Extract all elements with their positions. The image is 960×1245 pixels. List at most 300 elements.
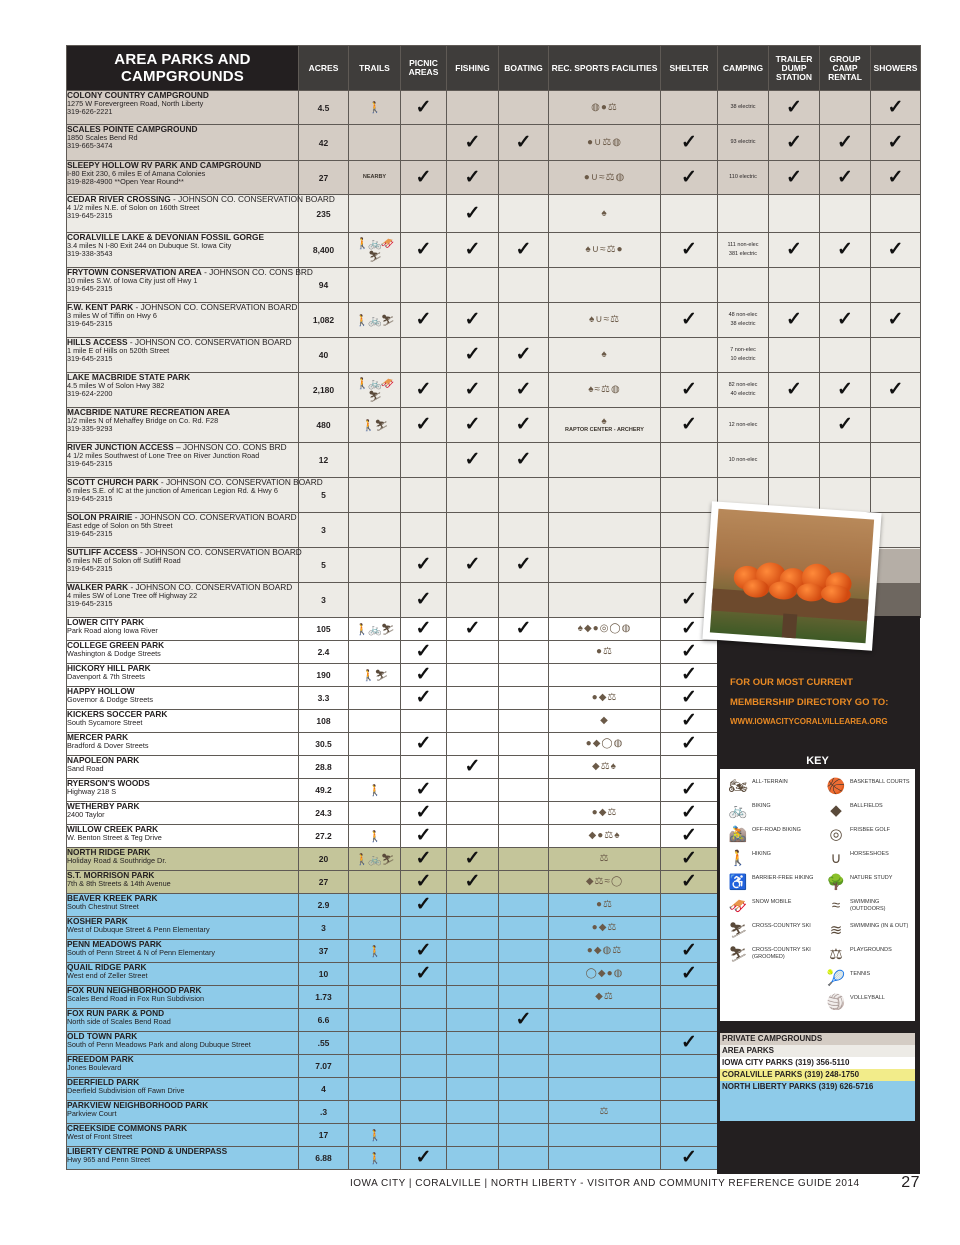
check-icon: ✓: [681, 779, 697, 800]
park-detail: 1/2 miles N of Mehaffey Bridge on Co. Rd. F28: [67, 416, 219, 425]
rec-sports-cell: [549, 894, 661, 917]
hike-icon: 🚶: [368, 102, 381, 114]
park-cell: [67, 664, 299, 687]
boating-cell: [499, 443, 549, 478]
check-icon: ✓: [681, 309, 697, 330]
check-icon: ✓: [681, 1032, 697, 1053]
check-icon: ✓: [681, 871, 697, 892]
park-detail: W. Benton Street & Teg Drive: [67, 833, 162, 842]
trails-cell: [349, 733, 401, 756]
trails-cell: [349, 687, 401, 710]
key-label: TENNIS: [850, 971, 871, 977]
key-label: SWIMMING (OUTDOORS): [850, 899, 886, 912]
park-detail: Davenport & 7th Streets: [67, 672, 145, 681]
camping-row: [718, 443, 921, 478]
table-row: [67, 779, 718, 802]
trails-cell: [349, 1032, 401, 1055]
acres-cell: 40: [299, 338, 349, 373]
shelter-cell: [661, 917, 718, 940]
park-detail: Sand Road: [67, 764, 104, 773]
key-label: CROSS-COUNTRY SKI (GROOMED): [752, 947, 811, 960]
acres-cell: 7.07: [299, 1055, 349, 1078]
shelter-cell: [661, 373, 718, 408]
key-item: [720, 775, 815, 799]
check-icon: ✓: [464, 239, 481, 260]
park-cell: [67, 802, 299, 825]
trails-cell: [349, 940, 401, 963]
rec-sports-cell: [549, 548, 661, 583]
table-header-row: [67, 46, 718, 91]
check-icon: ✓: [681, 414, 697, 435]
check-icon: ✓: [415, 848, 432, 869]
tennis-icon: ◯: [585, 968, 598, 979]
fishing-cell: [447, 195, 499, 233]
park-detail: South of Penn Street & N of Penn Elementary: [67, 948, 216, 957]
camping-row: [718, 195, 921, 233]
acres-cell: .55: [299, 1032, 349, 1055]
col-trails: TRAILS: [349, 46, 401, 91]
key-label: SNOW MOBILE: [752, 899, 792, 905]
park-detail: 319-645-2315: [67, 529, 113, 539]
group-cell: [820, 268, 871, 303]
table-row: [67, 917, 718, 940]
key-label: BARRIER-FREE HIKING: [752, 875, 814, 881]
check-icon: ✓: [415, 239, 432, 260]
trails-cell: [349, 1147, 401, 1170]
acres-cell: 2.9: [299, 894, 349, 917]
check-icon: ✓: [786, 131, 802, 153]
fishing-cell: [447, 963, 499, 986]
trails-cell: [349, 710, 401, 733]
key-item: [818, 967, 913, 991]
camping-row: [718, 303, 921, 338]
table-row: [67, 548, 718, 583]
table-row: [67, 894, 718, 917]
park-cell: [67, 373, 299, 408]
picnic-cell: [401, 940, 447, 963]
showers-cell: [871, 233, 921, 268]
hike-icon: 🚶: [355, 238, 369, 250]
rec-sports-cell: [549, 756, 661, 779]
basketball-icon: ●: [591, 807, 599, 818]
shelter-cell: [661, 986, 718, 1009]
table-row: [67, 161, 718, 195]
park-detail: 319-624-2200: [67, 389, 113, 399]
shelter-cell: [661, 268, 718, 303]
shelter-cell: [661, 1124, 718, 1147]
park-detail: 319-645-2315: [67, 564, 113, 574]
park-name: FREEDOM PARK: [67, 1054, 134, 1064]
acres-cell: 20: [299, 848, 349, 871]
park-cell: [67, 1101, 299, 1124]
rec-sports-cell: [549, 233, 661, 268]
park-name: MACBRIDE NATURE RECREATION AREA: [67, 407, 231, 417]
key-icon: ◆: [830, 802, 842, 819]
park-detail: 319-645-2315: [67, 354, 113, 364]
ballfield-icon: ◆: [598, 692, 608, 703]
fishing-cell: [447, 710, 499, 733]
promo-url[interactable]: WWW.IOWACITYCORALVILLEAREA.ORG: [730, 717, 888, 726]
acres-cell: 108: [299, 710, 349, 733]
rec-sports-cell: [549, 963, 661, 986]
picnic-cell: [401, 710, 447, 733]
hike-icon: 🚶: [368, 1152, 381, 1165]
playground-icon: ⚖: [594, 876, 605, 887]
camping-header-row: [718, 46, 921, 91]
boating-cell: [499, 825, 549, 848]
ski-icon: ⛷: [368, 251, 381, 263]
park-cell: [67, 303, 299, 338]
key-icon: 🚲: [728, 802, 748, 819]
boating-cell: [499, 894, 549, 917]
shelter-cell: [661, 195, 718, 233]
park-cell: [67, 756, 299, 779]
camping-value: 38 electric: [730, 321, 756, 327]
basketball-icon: ●: [586, 945, 594, 956]
key-label: OFF-ROAD BIKING: [752, 827, 801, 833]
ballfield-icon: ◆: [597, 968, 607, 979]
park-cell: [67, 894, 299, 917]
camping-row: [718, 338, 921, 373]
park-cell: [67, 1055, 299, 1078]
check-icon: ✓: [887, 309, 904, 330]
showers-cell: [871, 268, 921, 303]
shelter-cell: [661, 1101, 718, 1124]
ski-icon: ⛷: [380, 853, 394, 866]
rec-sports-cell: [549, 1124, 661, 1147]
fishing-cell: [447, 373, 499, 408]
boating-cell: [499, 618, 549, 641]
camping-value: 82 non-elec: [728, 382, 758, 388]
check-icon: ✓: [415, 309, 432, 330]
park-cell: [67, 125, 299, 161]
showers-cell: [871, 408, 921, 443]
check-icon: ✓: [415, 940, 432, 961]
check-icon: ✓: [415, 871, 432, 892]
park-cell: [67, 267, 313, 303]
trails-cell: [349, 894, 401, 917]
picnic-cell: [401, 1009, 447, 1032]
hike-icon: 🚶: [368, 1129, 381, 1142]
showers-cell: [871, 443, 921, 478]
park-detail: South of Penn Meadows Park and along Dubuque Street: [67, 1040, 251, 1049]
park-name: HILLS ACCESS - JOHNSON CO. CONSERVATION BOARD: [67, 337, 292, 347]
park-detail: 3.4 miles N I-80 Exit 244 on Dubuque St. Iowa City: [67, 241, 232, 250]
rec-sports-cell: [549, 1032, 661, 1055]
rec-sports-cell: [549, 91, 661, 125]
boating-cell: [499, 1009, 549, 1032]
snowmobile-icon: 🛷: [380, 378, 394, 390]
picnic-cell: [401, 195, 447, 233]
ski-icon: ⛷: [380, 314, 394, 327]
fishing-cell: [447, 802, 499, 825]
nature-study-icon: ♠: [601, 349, 608, 360]
col-showers: SHOWERS: [871, 46, 921, 91]
shelter-cell: [661, 125, 718, 161]
check-icon: ✓: [786, 379, 802, 400]
fishing-cell: [447, 161, 499, 195]
col-camping: CAMPING: [718, 46, 769, 91]
park-name: LOWER CITY PARK: [67, 617, 145, 627]
camping-value: 12 non-elec: [728, 421, 758, 428]
nature-study-icon: ♠: [601, 415, 608, 427]
page-footer: [350, 1174, 920, 1191]
basketball-icon: ●: [586, 136, 594, 148]
dump-cell: [769, 268, 820, 303]
park-cell: [67, 940, 299, 963]
park-name: SUTLIFF ACCESS - JOHNSON CO. CONSERVATION BOARD: [67, 547, 302, 557]
picnic-cell: [401, 618, 447, 641]
check-icon: ✓: [415, 825, 432, 846]
park-name: WALKER PARK - JOHNSON CO. CONSERVATION BOARD: [67, 582, 293, 592]
park-name: LAKE MACBRIDE STATE PARK: [67, 372, 191, 382]
park-name: COLLEGE GREEN PARK: [67, 640, 165, 650]
camping-row: [718, 233, 921, 268]
key-item: [720, 799, 815, 823]
tennis-icon: ◯: [609, 623, 622, 634]
trails-cell: [349, 664, 401, 687]
check-icon: ✓: [786, 239, 802, 260]
fishing-cell: [447, 91, 499, 125]
dump-cell: [769, 303, 820, 338]
group-cell: [820, 338, 871, 373]
check-icon: ✓: [464, 554, 481, 575]
picnic-cell: [401, 687, 447, 710]
boating-cell: [499, 583, 549, 618]
table-row: [67, 373, 718, 408]
basketball-icon: ●: [592, 623, 600, 634]
fishing-cell: [447, 641, 499, 664]
hike-icon: 🚶: [355, 314, 369, 327]
ballfield-icon: ◆: [585, 876, 595, 887]
key-icon: 🌳: [826, 874, 846, 891]
check-icon: ✓: [786, 96, 802, 118]
bike-icon: 🚲: [368, 853, 381, 866]
acres-cell: 1.73: [299, 986, 349, 1009]
park-name: QUAIL RIDGE PARK: [67, 962, 147, 972]
trails-cell: [349, 986, 401, 1009]
park-cell: [67, 687, 299, 710]
check-icon: ✓: [515, 344, 532, 365]
shelter-cell: [661, 1078, 718, 1101]
ballfield-icon: ◆: [598, 922, 608, 933]
check-icon: ✓: [515, 1009, 532, 1030]
park-name: DEERFIELD PARK: [67, 1077, 140, 1087]
camping-value: 93 electric: [730, 139, 756, 145]
check-icon: ✓: [415, 687, 432, 708]
park-cell: [67, 710, 299, 733]
dump-cell: [769, 443, 820, 478]
check-icon: ✓: [681, 733, 697, 754]
check-icon: ✓: [464, 202, 481, 224]
check-icon: ✓: [515, 449, 532, 470]
trails-cell: [349, 408, 401, 443]
check-icon: ✓: [887, 379, 904, 400]
check-icon: ✓: [681, 641, 697, 662]
park-name: PENN MEADOWS PARK: [67, 939, 162, 949]
park-detail: I-80 Exit 230, 6 miles E of Amana Colonies: [67, 169, 206, 178]
trails-cell: [349, 303, 401, 338]
rec-sports-cell: [549, 161, 661, 195]
trails-cell: [349, 161, 401, 195]
legend-iowa-city: IOWA CITY PARKS (319) 356-5110: [720, 1057, 915, 1069]
showers-cell: [871, 195, 921, 233]
acres-cell: 4: [299, 1078, 349, 1101]
key-label: HIKING: [752, 851, 771, 857]
bike-icon: 🚲: [368, 378, 381, 390]
dump-cell: [769, 195, 820, 233]
check-icon: ✓: [464, 166, 481, 188]
picnic-cell: [401, 1124, 447, 1147]
dump-cell: [769, 91, 820, 125]
table-body: [67, 91, 718, 1170]
park-name: WETHERBY PARK: [67, 801, 140, 811]
rec-sports-cell: [549, 710, 661, 733]
rec-sports-cell: [549, 1009, 661, 1032]
legend-private: PRIVATE CAMPGROUNDS: [720, 1033, 915, 1045]
check-icon: ✓: [415, 664, 432, 685]
check-icon: ✓: [681, 963, 697, 984]
fishing-cell: [447, 338, 499, 373]
acres-cell: 12: [299, 443, 349, 478]
acres-cell: 2.4: [299, 641, 349, 664]
park-name: WILLOW CREEK PARK: [67, 824, 159, 834]
table-row: [67, 91, 718, 125]
group-cell: [820, 91, 871, 125]
boating-cell: [499, 917, 549, 940]
check-icon: ✓: [415, 166, 432, 188]
park-detail: 6 miles NE of Solon off Sutliff Road: [67, 556, 181, 565]
rec-sports-cell: [549, 779, 661, 802]
fishing-cell: [447, 1147, 499, 1170]
fishing-cell: [447, 986, 499, 1009]
nature-icon: ♠: [610, 761, 617, 772]
acres-cell: 94: [299, 268, 349, 303]
boating-cell: [499, 664, 549, 687]
shelter-cell: [661, 161, 718, 195]
rec-sports-cell: [549, 268, 661, 303]
acres-cell: 480: [299, 408, 349, 443]
col-shelter: SHELTER: [661, 46, 718, 91]
trails-cell: [349, 1101, 401, 1124]
check-icon: ✓: [681, 710, 697, 731]
legend-area: AREA PARKS: [720, 1045, 915, 1057]
trails-cell: [349, 478, 401, 513]
park-cell: [67, 338, 299, 373]
key-item: [818, 823, 913, 847]
check-icon: ✓: [887, 131, 904, 153]
camping-value: 40 electric: [730, 391, 756, 397]
pumpkin-photo: [702, 501, 881, 651]
volleyball-icon: ◍: [613, 968, 624, 979]
basketball-icon: ●: [595, 899, 604, 910]
fishing-cell: [447, 917, 499, 940]
col-acres: ACRES: [299, 46, 349, 91]
shelter-cell: [661, 733, 718, 756]
boating-cell: [499, 1101, 549, 1124]
boating-cell: [499, 848, 549, 871]
park-cell: [67, 513, 299, 548]
dump-cell: [769, 125, 820, 161]
park-detail: Jones Boulevard: [67, 1063, 122, 1072]
check-icon: ✓: [464, 449, 481, 470]
rec-sports-cell: [549, 125, 661, 161]
boating-cell: [499, 733, 549, 756]
shelter-cell: [661, 91, 718, 125]
rec-note: RAPTOR CENTER - ARCHERY: [565, 426, 644, 433]
table-row: [67, 233, 718, 268]
check-icon: ✓: [681, 239, 697, 260]
picnic-cell: [401, 303, 447, 338]
rec-sports-cell: [549, 373, 661, 408]
dump-cell: [769, 161, 820, 195]
camping-value: 10 non-elec: [728, 456, 758, 463]
shelter-cell: [661, 963, 718, 986]
basketball-icon: ●: [583, 171, 591, 183]
col-trailer-dump: TRAILER DUMP STATION: [769, 46, 820, 91]
basketball-icon: ●: [591, 922, 599, 933]
park-cell: [67, 477, 323, 513]
table-row: [67, 1101, 718, 1124]
ballfield-icon: ◆: [600, 715, 609, 726]
acres-cell: 17: [299, 1124, 349, 1147]
rec-sports-cell: [549, 664, 661, 687]
trails-cell: [349, 641, 401, 664]
playground-icon: ⚖: [607, 922, 618, 933]
table-row: [67, 825, 718, 848]
park-name: KICKERS SOCCER PARK: [67, 709, 168, 719]
col-rec-sports: REC. SPORTS FACILITIES: [549, 46, 661, 91]
key-item: [818, 919, 913, 943]
check-icon: ✓: [887, 96, 904, 118]
shelter-cell: [661, 779, 718, 802]
check-icon: ✓: [464, 131, 481, 153]
table-row: [67, 478, 718, 513]
fishing-cell: [447, 756, 499, 779]
ballfield-icon: ◆: [592, 761, 601, 772]
picnic-cell: [401, 963, 447, 986]
fishing-cell: [447, 268, 499, 303]
park-name: HICKORY HILL PARK: [67, 663, 151, 673]
camping-cell: [718, 408, 769, 443]
ballfield-icon: ◆: [598, 807, 608, 818]
acres-cell: 27: [299, 871, 349, 894]
table-row: [67, 1032, 718, 1055]
swimming-icon: ≈: [603, 314, 611, 325]
check-icon: ✓: [837, 414, 853, 435]
check-icon: ✓: [464, 756, 481, 777]
horseshoes-icon: ∪: [590, 171, 600, 183]
fishing-cell: [447, 1009, 499, 1032]
shelter-cell: [661, 756, 718, 779]
picnic-cell: [401, 583, 447, 618]
park-cell: [67, 1147, 299, 1170]
check-icon: ✓: [887, 166, 904, 188]
acres-cell: 24.3: [299, 802, 349, 825]
camping-row: [718, 373, 921, 408]
group-cell: [820, 233, 871, 268]
fishing-cell: [447, 513, 499, 548]
rec-sports-cell: [549, 940, 661, 963]
table-row: [67, 871, 718, 894]
membership-promo: [730, 673, 910, 731]
boating-cell: [499, 1078, 549, 1101]
park-detail: 3 miles W of Tiffin on Hwy 6: [67, 311, 157, 320]
check-icon: ✓: [681, 166, 697, 188]
camping-cell: [718, 195, 769, 233]
table-row: [67, 513, 718, 548]
picnic-cell: [401, 848, 447, 871]
